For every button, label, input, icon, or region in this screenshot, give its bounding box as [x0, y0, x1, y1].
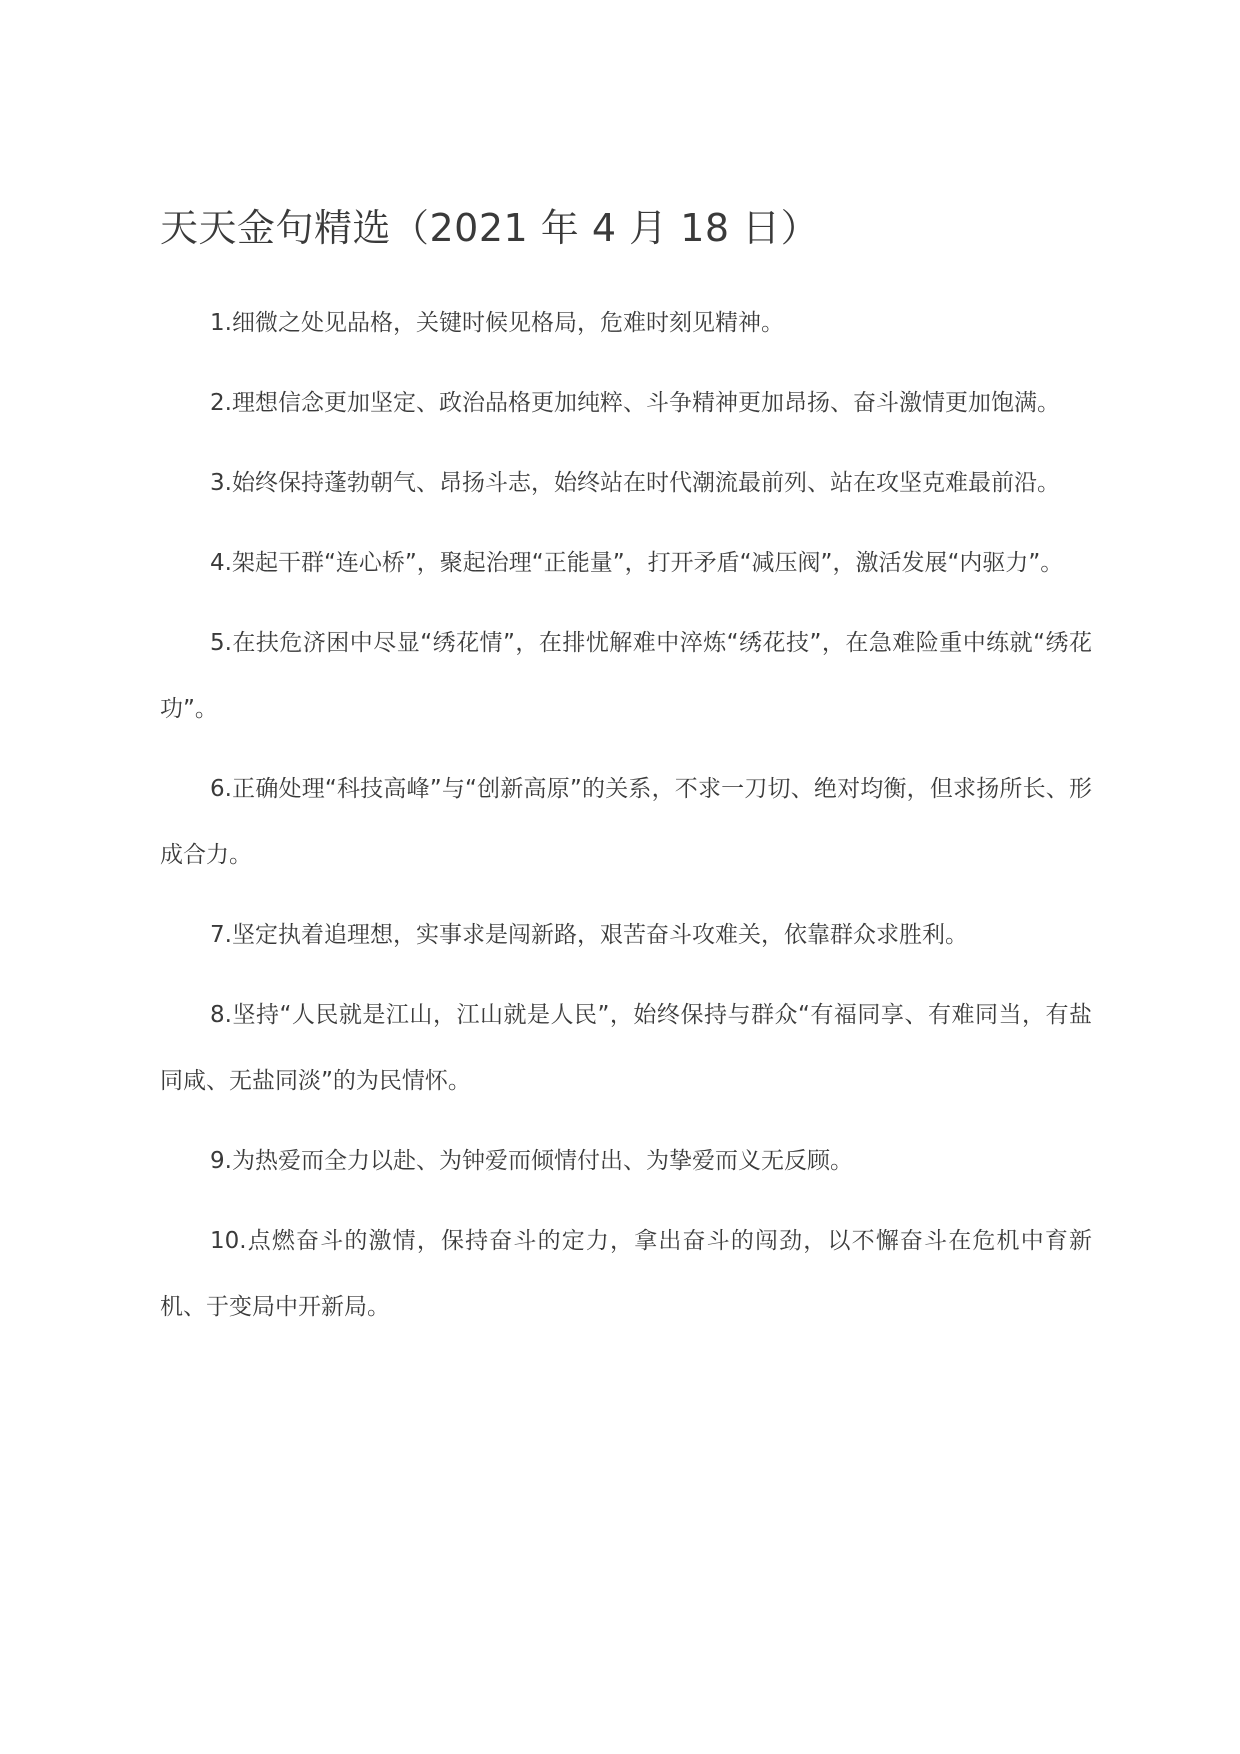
- quote-item-10: 10.点燃奋斗的激情，保持奋斗的定力，拿出奋斗的闯劲，以不懈奋斗在危机中育新机、于变局中开新局。: [160, 1228, 1092, 1320]
- document-title: 天天金句精选（2021 年 4 月 18 日）: [160, 206, 820, 250]
- quote-item-3: 3.始终保持蓬勃朝气、昂扬斗志，始终站在时代潮流最前列、站在攻坚克难最前沿。: [210, 470, 1060, 496]
- quote-item-2: 2.理想信念更加坚定、政治品格更加纯粹、斗争精神更加昂扬、奋斗激情更加饱满。: [210, 390, 1060, 416]
- quote-item-9: 9.为热爱而全力以赴、为钟爱而倾情付出、为挚爱而义无反顾。: [210, 1148, 853, 1174]
- quote-item-4: 4.架起干群“连心桥”，聚起治理“正能量”，打开矛盾“减压阀”，激活发展“内驱力”。: [210, 550, 1064, 576]
- quote-item-6: 6.正确处理“科技高峰”与“创新高原”的关系，不求一刀切、绝对均衡，但求扬所长、形成合力。: [160, 776, 1092, 868]
- quote-item-8: 8.坚持“人民就是江山，江山就是人民”，始终保持与群众“有福同享、有难同当，有盐同咸、无盐同淡”的为民情怀。: [160, 1002, 1092, 1094]
- quote-item-5: 5.在扶危济困中尽显“绣花情”，在排忧解难中淬炼“绣花技”，在急难险重中练就“绣花功”。: [160, 630, 1092, 722]
- document-content: [160, 198, 1092, 1354]
- quote-item-1: 1.细微之处见品格，关键时候见格局，危难时刻见精神。: [210, 310, 784, 336]
- quote-list: [160, 290, 1092, 1340]
- quote-item-7: 7.坚定执着追理想，实事求是闯新路，艰苦奋斗攻难关，依靠群众求胜利。: [210, 922, 968, 948]
